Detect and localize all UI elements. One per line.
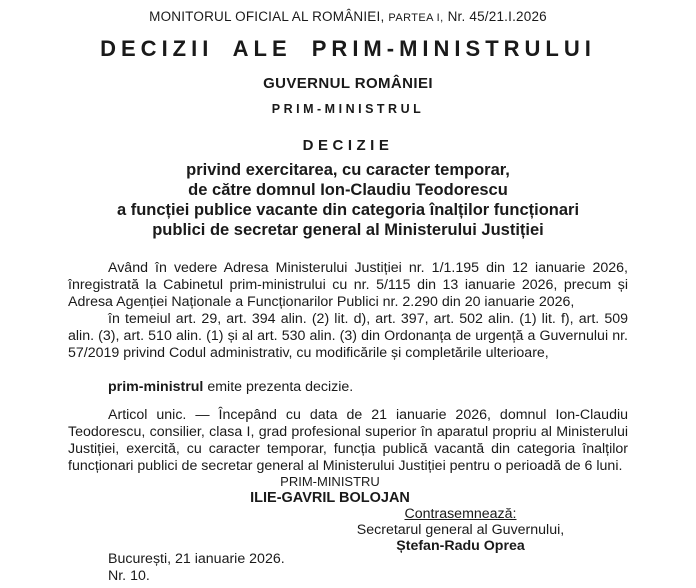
decision-kind: DECIZIE — [302, 137, 394, 154]
article-unic: Articol unic. — Începând cu data de 21 ianuarie 2026, domnul Ion-Claudiu Teodorescu, consilier, clasa I, grad profesional superior în aparatul propriu al Ministerului Justiției, exercită, cu caracter temporar, funcția publică vacantă din categoria înalților funcționari publici de secretar general al Ministerului Justiției pentru o perioadă de 6 luni. — [68, 407, 628, 474]
pm-title: PRIM-MINISTRU — [280, 474, 380, 489]
decision-title-line: privind exercitarea, cu caracter temporar, — [186, 161, 510, 179]
enacting-clause — [68, 379, 628, 396]
decision-title — [0, 160, 696, 240]
enacting-clause-text: emite prezenta decizie. — [203, 379, 354, 395]
decision-title-line: publici de secretar general al Ministerului Justiției — [152, 221, 544, 239]
decision-title-line: de către domnul Ion-Claudiu Teodorescu — [188, 181, 508, 199]
document-footer — [108, 551, 285, 584]
issuing-authority: PRIM-MINISTRUL — [271, 102, 425, 116]
preamble-paragraph: Având în vedere Adresa Ministerului Justiției nr. 1/1.195 din 12 ianuarie 2026, înregistrată la Cabinetul prim-ministrului cu nr. 5/115 din 13 ianuarie 2026, precum și Adresa Agenției Naționale a Funcționarilor Publici nr. 2.290 din 20 ianuarie 2026, — [68, 260, 628, 310]
place-and-date: București, 21 ianuarie 2026. — [108, 551, 285, 567]
enacting-clause-authority: prim-ministrul — [108, 379, 204, 395]
pm-name: ILIE-GAVRIL BOLOJAN — [250, 490, 410, 506]
preamble-paragraph: în temeiul art. 29, art. 394 alin. (2) lit. d), art. 397, art. 502 alin. (1) lit. f), art. 509 alin. (3), art. 510 alin. (1) și al art. 530 alin. (3) din Ordonanța de urgență a Guvernului nr. 57/2019 privind Codul administrativ, cu modificările și completările ulterioare, — [68, 311, 628, 361]
issuer-name: GUVERNUL ROMÂNIEI — [263, 75, 433, 92]
decision-number: Nr. 10. — [108, 567, 150, 584]
masthead-publication: MONITORUL OFICIAL AL ROMÂNIEI, — [149, 9, 385, 24]
masthead-part: PARTEA I, — [388, 12, 444, 24]
decision-title-line: a funcției publice vacante din categoria înalților funcționari — [116, 201, 580, 219]
masthead-issue-number: Nr. 45/21.I.2026 — [447, 9, 547, 24]
countersignature-block — [288, 506, 633, 554]
prime-minister-signature-block — [160, 474, 500, 506]
countersign-role: Secretarul general al Guvernului, — [356, 522, 565, 538]
countersign-name: Ștefan-Radu Oprea — [396, 538, 525, 554]
countersign-label: Contrasemnează: — [404, 506, 517, 522]
masthead — [0, 0, 696, 24]
section-title: DECIZII ALE PRIM-MINISTRULUI — [100, 36, 596, 61]
decision-body — [68, 260, 628, 475]
